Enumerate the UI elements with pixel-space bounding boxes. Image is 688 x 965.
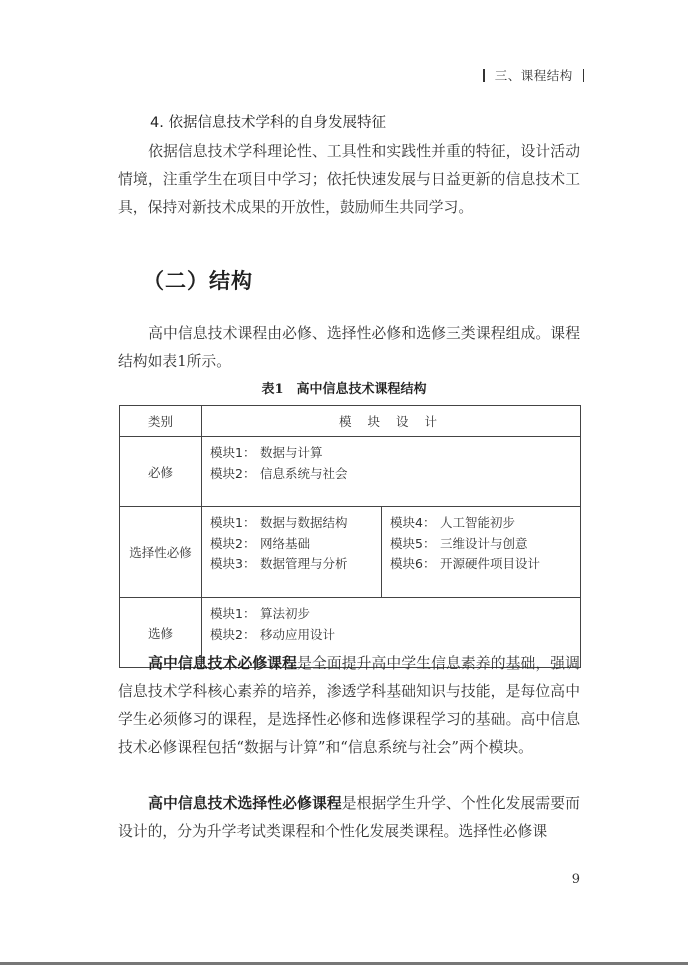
module-item: 模块1： 数据与数据结构	[210, 515, 348, 530]
subsection-paragraph-text: 依据信息技术学科理论性、工具性和实践性并重的特征，设计活动情境，注重学生在项目中学习；依托快速发展与日益更新的信息技术工具，保持对新技术成果的开放性，鼓励师生共同学习。	[118, 143, 580, 216]
table-caption: 表1 高中信息技术课程结构	[261, 382, 427, 397]
running-head	[483, 66, 584, 84]
compulsory-course-text: 是全面提升高中学生信息素养的基础，强调信息技术学科核心素养的培养，渗透学科基础知识与技能，是每位高中学生必须修习的课程，是选择性必修和选修课程学习的基础。高中信息技术必修课程包括“数据与计算”和“信息系统与社会”两个模块。	[118, 655, 580, 756]
header-modules: 模 块 设 计	[202, 406, 581, 437]
category-cell: 选择性必修	[120, 507, 202, 598]
table-row	[120, 507, 581, 598]
category-cell: 必修	[120, 437, 202, 507]
subsection-paragraph	[118, 138, 580, 222]
table-header-row	[120, 406, 581, 437]
category-cell: 选修	[120, 598, 202, 668]
table-row	[120, 437, 581, 507]
modules-cell-left	[202, 507, 382, 598]
module-item: 模块2： 网络基础	[210, 535, 311, 551]
modules-cell-right	[382, 507, 581, 598]
module-item: 模块2： 信息系统与社会	[210, 465, 348, 481]
modules-cell	[202, 437, 581, 507]
elective-required-course-text: 是根据学生升学、个性化发展需要而设计的，分为升学考试类课程和个性化发展类课程。选择性必修课	[118, 795, 580, 840]
section-heading: （二）结构	[143, 269, 253, 293]
module-item: 模块6： 开源硬件项目设计	[390, 556, 541, 571]
course-structure-table	[119, 405, 581, 668]
section-intro-text: 高中信息技术课程由必修、选择性必修和选修三类课程组成。课程结构如表1所示。	[118, 325, 580, 370]
module-item: 模块3： 数据管理与分析	[210, 556, 348, 571]
module-item: 模块4： 人工智能初步	[390, 515, 516, 530]
elective-required-course-term: 高中信息技术选择性必修课程	[148, 795, 342, 812]
compulsory-course-term: 高中信息技术必修课程	[148, 655, 298, 672]
subsection-heading: 4. 依据信息技术学科的自身发展特征	[150, 115, 386, 131]
page-number: 9	[571, 872, 580, 887]
section-intro	[118, 320, 580, 376]
header-category: 类别	[120, 406, 202, 437]
body-paragraph-elective-required	[118, 790, 580, 846]
body-paragraph-compulsory	[118, 650, 580, 762]
running-head-title: 三、课程结构	[494, 68, 573, 83]
running-head-left-bar	[483, 69, 484, 82]
running-head-right-bar	[583, 69, 584, 82]
module-item: 模块1： 算法初步	[210, 606, 311, 621]
module-item: 模块1： 数据与计算	[210, 445, 323, 460]
module-item: 模块5： 三维设计与创意	[390, 535, 528, 551]
module-item: 模块2： 移动应用设计	[210, 626, 336, 642]
